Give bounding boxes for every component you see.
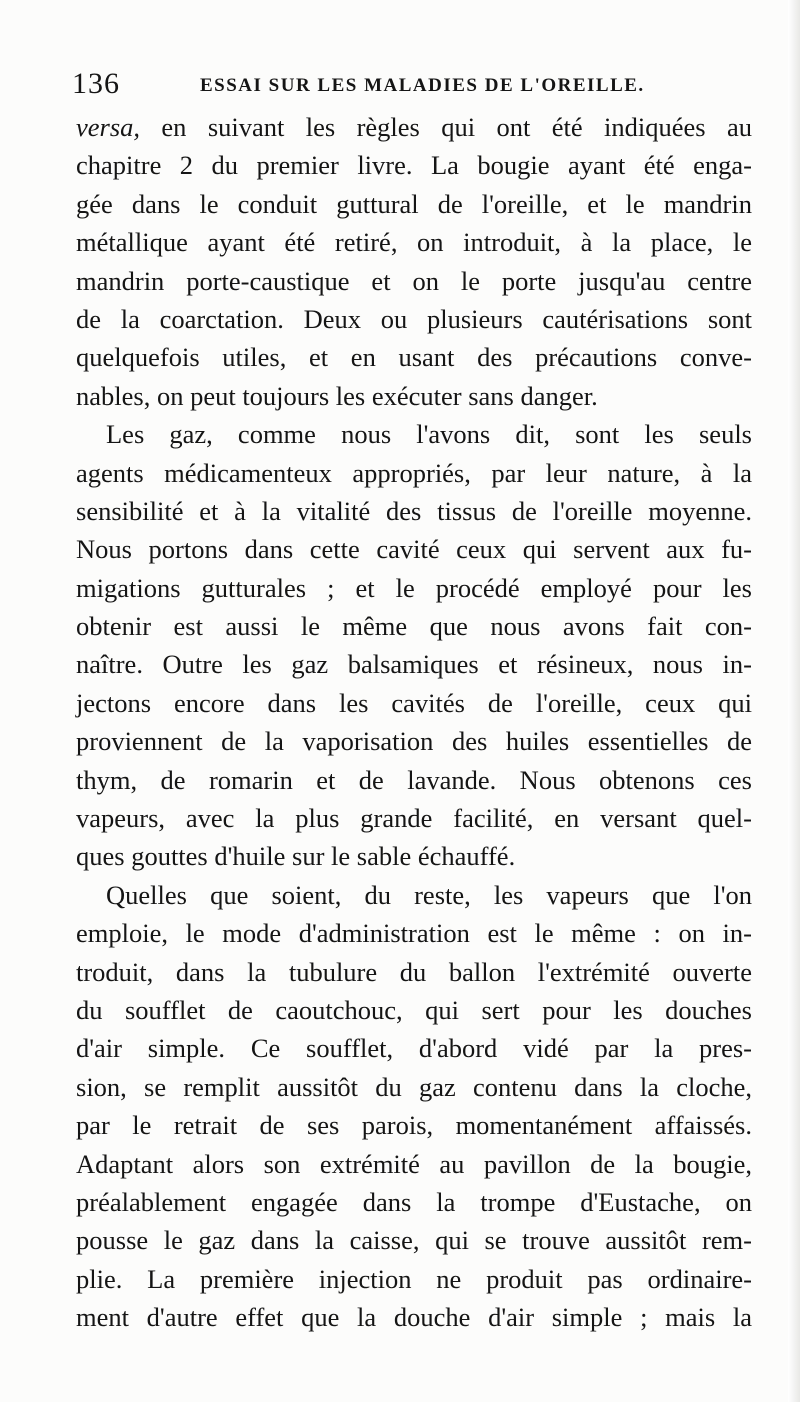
paragraph-first-line: Les gaz, comme nous l'avons dit, sont les seuls [106,419,752,450]
text-line: par le retrait de ses parois, momentanément affaissés. [76,1110,752,1141]
paragraph-first-line: Quelles que soient, du reste, les vapeurs que l'on [106,879,752,910]
page-header [72,66,752,106]
text-line: Nous portons dans cette cavité ceux qui servent aux fu- [76,534,752,565]
body-text [76,108,752,1337]
text-line: de la coarctation. Deux ou plusieurs cautérisations sont [76,303,752,334]
text-line: pousse le gaz dans la caisse, qui se trouve aussitôt rem- [76,1225,752,1256]
text-line: naître. Outre les gaz balsamiques et résineux, nous in- [76,649,752,680]
text-line: agents médicamenteux appropriés, par leur nature, à la [76,457,752,488]
text-line: métallique ayant été retiré, on introduit, à la place, le [76,227,752,258]
text-line: sion, se remplit aussitôt du gaz contenu dans la cloche, [76,1071,752,1102]
text-line: gée dans le conduit guttural de l'oreille, et le mandrin [76,188,752,219]
text-line: proviennent de la vaporisation des huiles essentielles de [76,726,752,757]
page-number: 136 [72,67,120,100]
text-line: sensibilité et à la vitalité des tissus de l'oreille moyenne. [76,495,752,526]
text-line: préalablement engagée dans la trompe d'Eustache, on [76,1186,752,1217]
page-edge-shadow [788,0,800,1402]
text-line: vapeurs, avec la plus grande facilité, en versant quel- [76,803,752,834]
text-line: troduit, dans la tubulure du ballon l'extrémité ouverte [76,956,752,987]
text-line: ment d'autre effet que la douche d'air simple ; mais la [76,1302,752,1333]
text-line: obtenir est aussi le même que nous avons fait con- [76,611,752,642]
text-line: quelquefois utiles, et en usant des précautions conve- [76,342,752,373]
italic-word: versa, [76,112,141,142]
running-head: ESSAI SUR LES MALADIES DE L'OREILLE. [200,75,645,96]
paragraph-last-line: ques gouttes d'huile sur le sable échauffé. [76,841,516,872]
text-line: du soufflet de caoutchouc, qui sert pour les douches [76,994,752,1025]
text-line: jectons encore dans les cavités de l'oreille, ceux qui [76,687,752,718]
text-line: thym, de romarin et de lavande. Nous obtenons ces [76,764,752,795]
text-line: versa, en suivant les règles qui ont été indiquées au [76,112,752,142]
text-line: Adaptant alors son extrémité au pavillon de la bougie, [76,1148,752,1179]
paragraph-last-line: nables, on peut toujours les exécuter sans danger. [76,380,598,411]
text-line: chapitre 2 du premier livre. La bougie ayant été enga- [76,150,752,181]
text-line: plie. La première injection ne produit pas ordinaire- [76,1263,752,1294]
text-line: d'air simple. Ce soufflet, d'abord vidé par la pres- [76,1033,752,1064]
text-line: emploie, le mode d'administration est le même : on in- [76,918,752,949]
text-line: migations gutturales ; et le procédé employé pour les [76,572,752,603]
text-line: mandrin porte-caustique et on le porte jusqu'au centre [76,265,752,296]
